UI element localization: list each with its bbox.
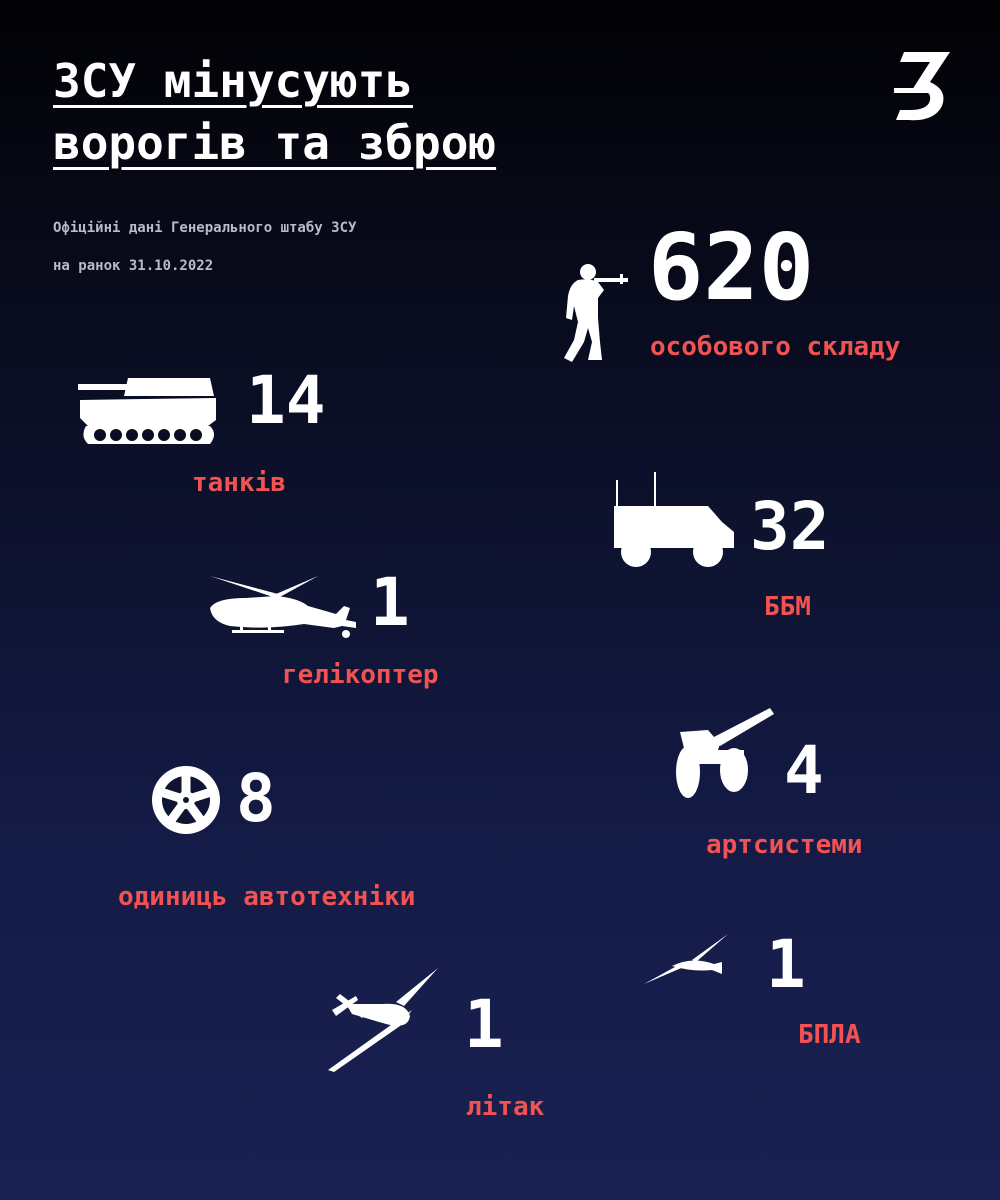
apv-value: 32 — [750, 488, 830, 565]
artillery-icon — [672, 704, 776, 800]
title-line-2: ворогів та зброю — [53, 116, 497, 170]
source-line-2: на ранок 31.10.2022 — [53, 258, 214, 274]
artillery-value: 4 — [784, 732, 824, 809]
title-line-1: ЗСУ мінусують — [53, 54, 414, 108]
artillery-label: артсистеми — [706, 830, 863, 860]
vehicles-value: 8 — [236, 760, 276, 837]
aircraft-value: 1 — [464, 986, 504, 1063]
helicopters-value: 1 — [370, 564, 410, 641]
vehicles-label: одиниць автотехніки — [118, 882, 416, 912]
armored-vehicle-icon — [612, 470, 738, 572]
tank-icon — [78, 376, 218, 450]
wheel-icon — [150, 764, 222, 836]
uav-value: 1 — [766, 926, 806, 1003]
helicopters-label: гелікоптер — [282, 660, 439, 690]
airplane-icon — [326, 966, 442, 1074]
tanks-value: 14 — [246, 362, 326, 439]
source-line-1: Офіційні дані Генерального штабу ЗСУ — [53, 220, 357, 236]
zsu-z-logo — [890, 48, 952, 124]
helicopter-icon — [206, 572, 362, 644]
personnel-value: 620 — [648, 214, 815, 321]
uav-label: БПЛА — [798, 1020, 861, 1050]
personnel-label: особового складу — [650, 332, 901, 362]
tanks-label: танків — [192, 468, 286, 498]
soldier-icon — [558, 262, 630, 364]
apv-label: ББМ — [764, 592, 811, 622]
aircraft-label: літак — [466, 1092, 545, 1122]
page-title — [53, 50, 496, 174]
drone-icon — [642, 932, 730, 986]
